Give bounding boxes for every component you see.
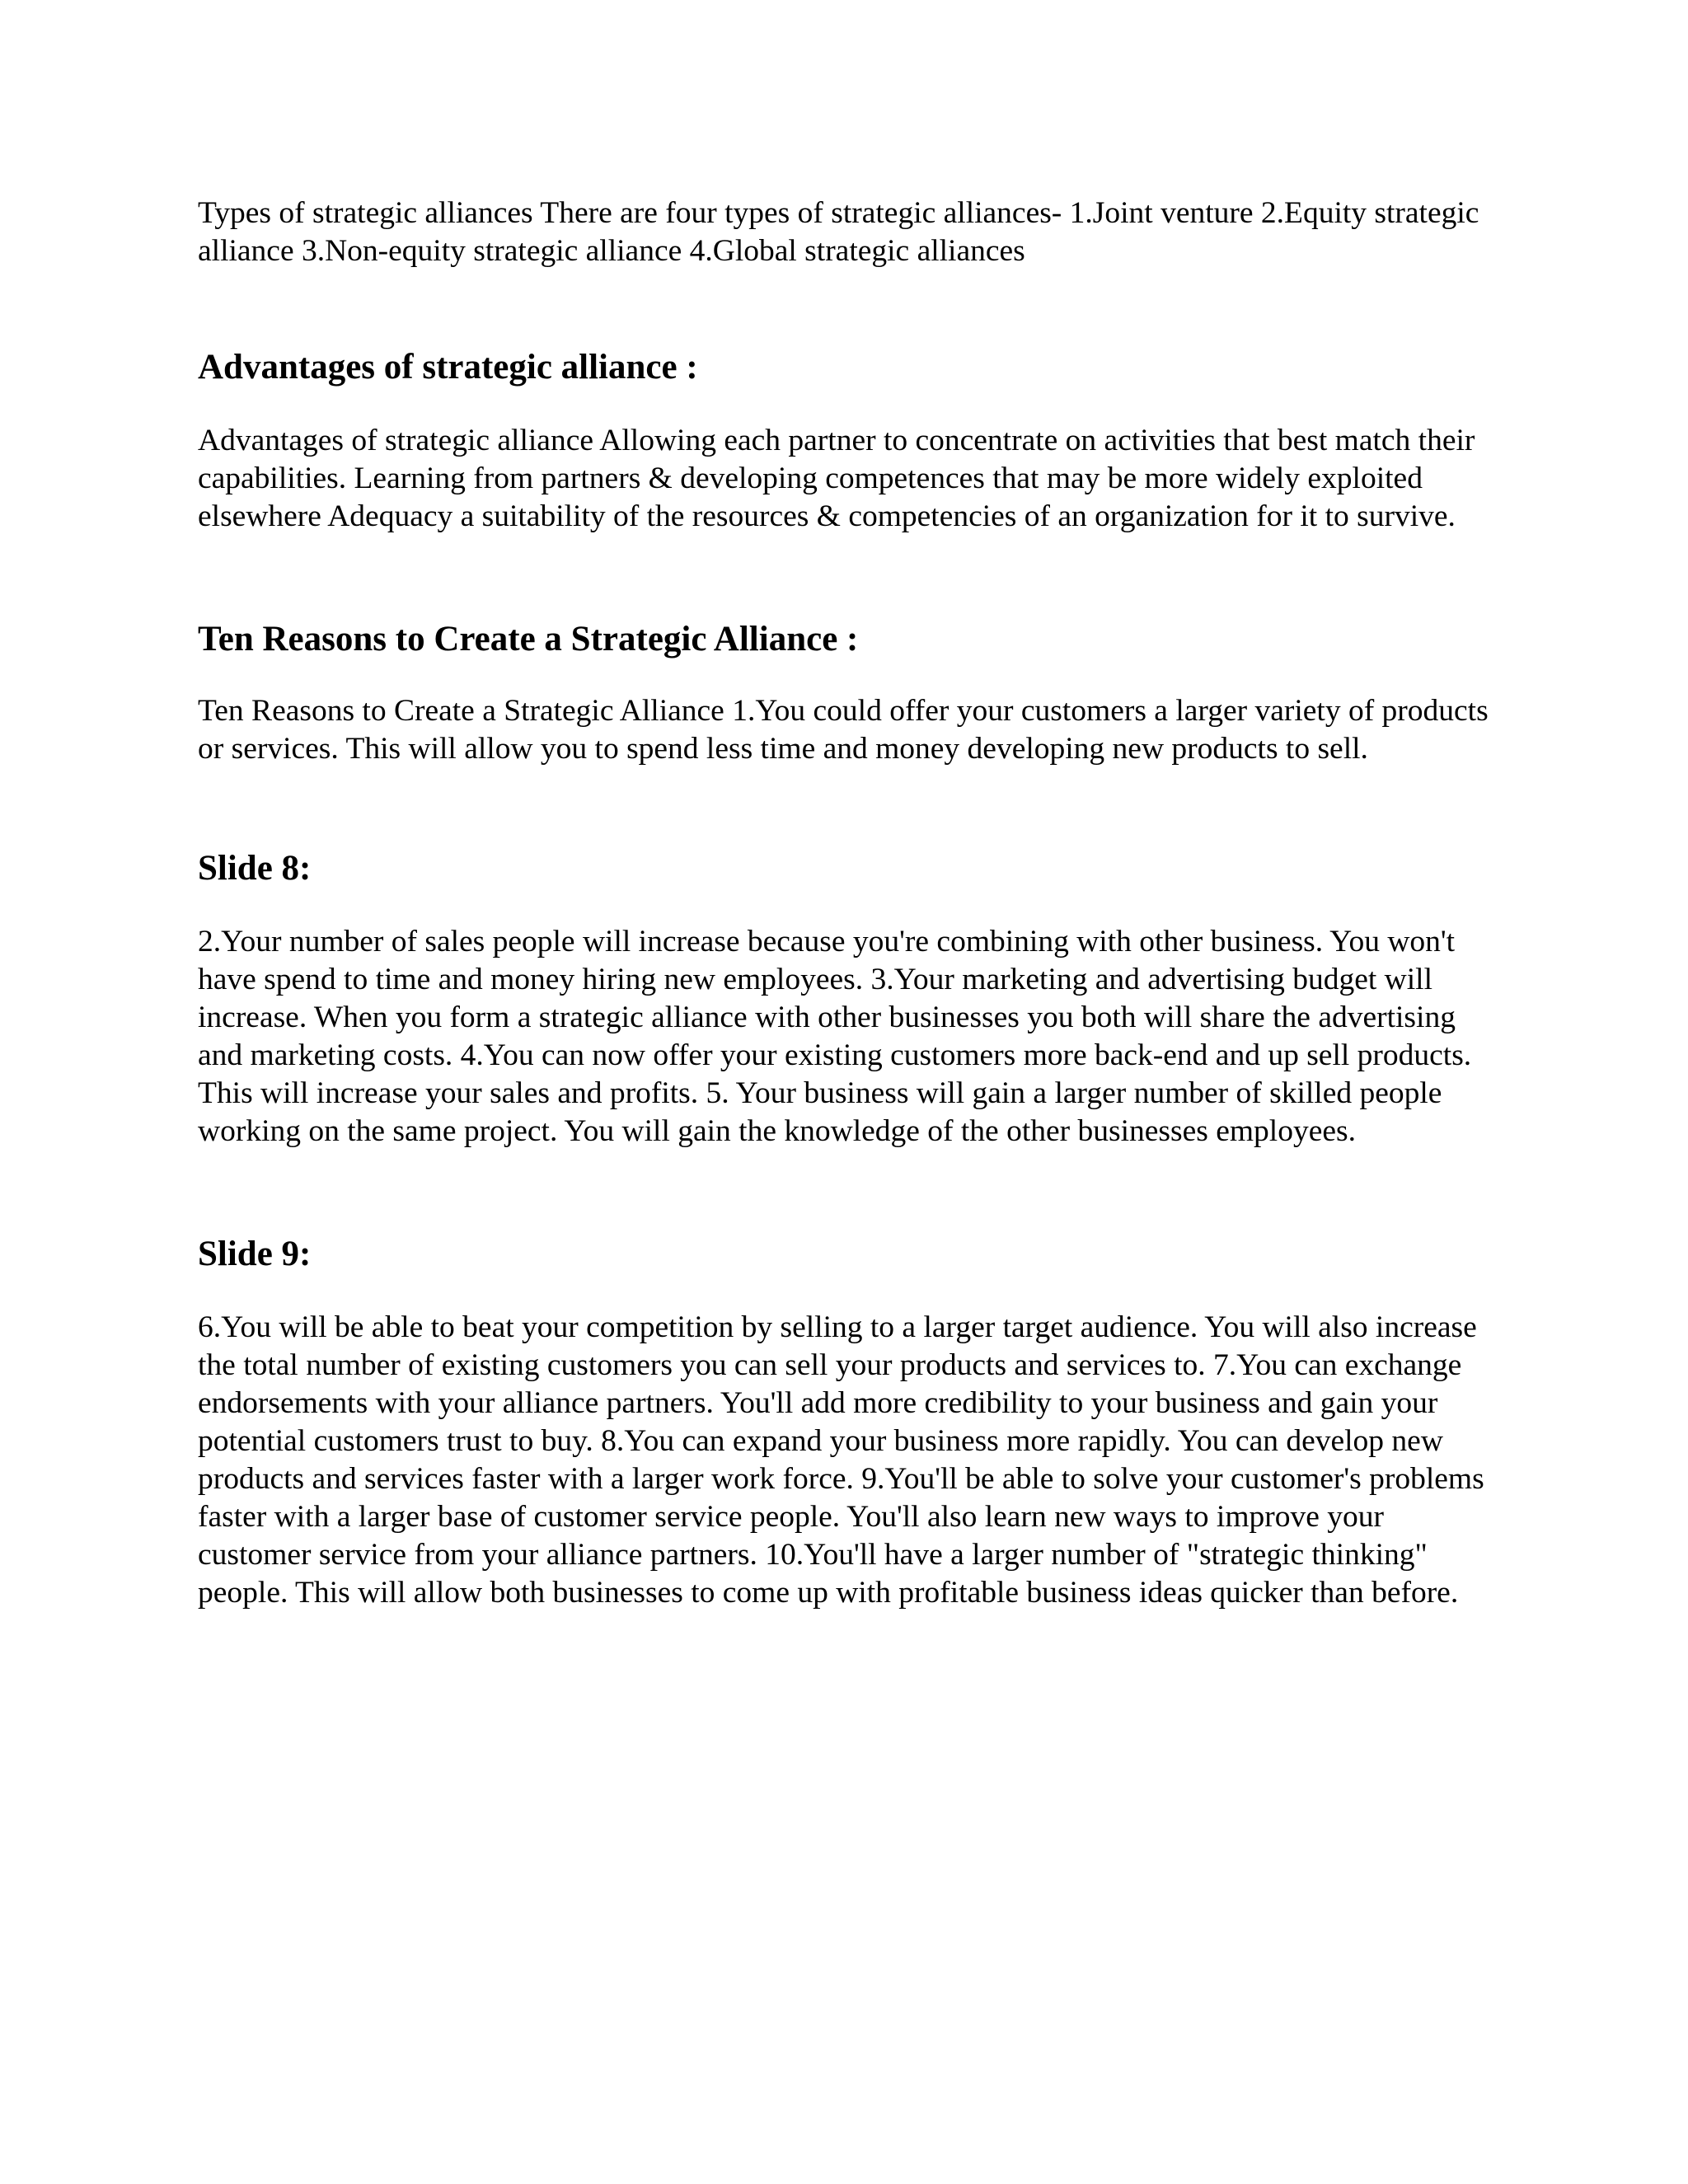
section-text-ten-reasons: Ten Reasons to Create a Strategic Alliance 1.You could offer your customers a larger variety of products or services. This will allow you to spend less time and money developing new products to sell. [198, 694, 1489, 766]
section-heading-ten-reasons: Ten Reasons to Create a Strategic Alliance : [198, 620, 859, 658]
section-heading-slide-8: Slide 8: [198, 849, 312, 888]
section-text-slide-9: 6.You will be able to beat your competition by selling to a larger target audience. You will also increase the total number of existing customers you can sell your products and services to. 7.You can exchange endorsements with your alliance partners. You'll add more credibility to your business and gain your potential customers trust to buy. 8.You can expand your business more rapidly. You can develop new products and services faster with a larger work force. 9.You'll be able to solve your customer's problems faster with a larger base of customer service people. You'll also learn new ways to improve your customer service from your alliance partners. 10.You'll have a larger number of "strategic thinking" people. This will allow both businesses to come up with profitable business ideas quicker than before. [198, 1310, 1484, 1610]
section-text-advantages: Advantages of strategic alliance Allowing each partner to concentrate on activities that best match their capabilities. Learning from partners & developing competences that may be more widely exploited elsewhere Adequacy a suitability of the resources & competencies of an organization for it to survive. [198, 424, 1475, 533]
intro-paragraph: Types of strategic alliances There are four types of strategic alliances- 1.Joint venture 2.Equity strategic alliance 3.Non-equity strategic alliance 4.Global strategic alliances [198, 196, 1479, 268]
section-heading-slide-9: Slide 9: [198, 1235, 312, 1273]
document-page [198, 194, 1500, 1612]
section-text-slide-8: 2.Your number of sales people will increase because you're combining with other business. You won't have spend to time and money hiring new employees. 3.Your marketing and advertising budget will increase. When you form a strategic alliance with other businesses you both will share the advertising and marketing costs. 4.You can now offer your existing customers more back-end and up sell products. This will increase your sales and profits. 5. Your business will gain a larger number of skilled people working on the same project. You will gain the knowledge of the other businesses employees. [198, 925, 1472, 1148]
section-heading-advantages: Advantages of strategic alliance : [198, 348, 698, 387]
